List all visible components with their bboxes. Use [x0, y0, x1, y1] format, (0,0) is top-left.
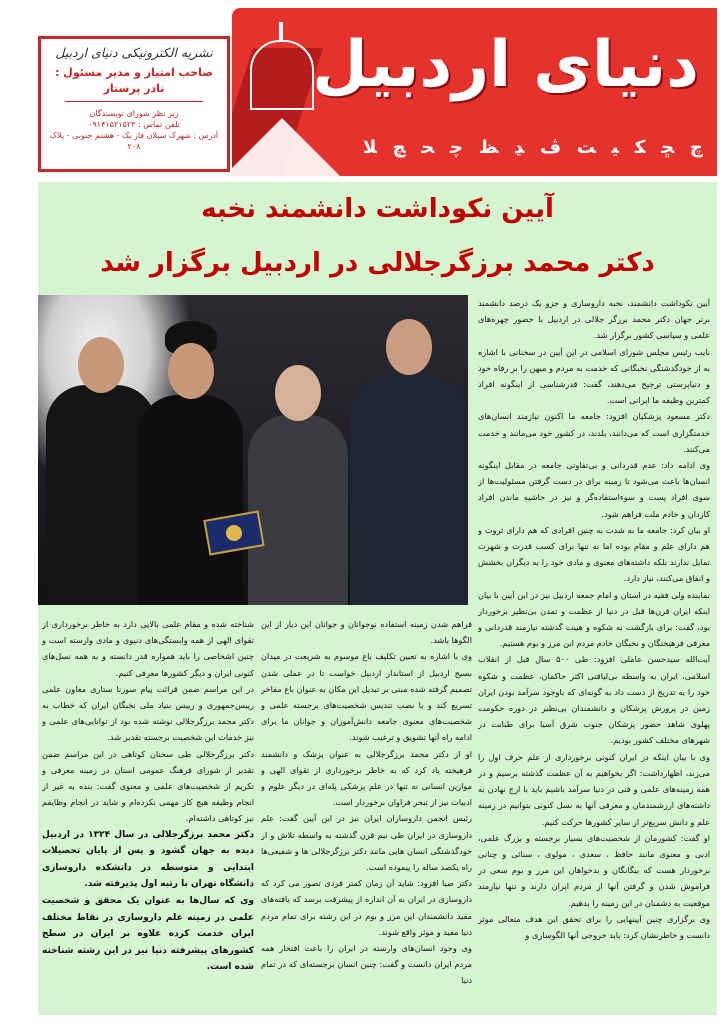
person-figure: [138, 395, 243, 605]
owner-label: صاحب امتیاز و مدیر مسئول :: [55, 66, 213, 79]
owner-name: نادر پرستار: [103, 82, 165, 95]
paragraph: نماینده ولی فقیه در استان و امام جمعه اردبیل نیز در این آیین با بیان اینکه ایران قرن‌ها قبل در دنیا از عظمت و تمدن بی‌نظیر برخوردار بود، گفت: برای بازگشت به شکوه و هیبت گذشته نیازمند قدردانی و معرفی فرهیختگان و نخبگان خادم مردم این مرز و بوم هستیم.: [478, 589, 710, 649]
paragraph: وی با اشاره به تعیین تکلیف باغ موسوم به شریعت در میدان بسیج اردبیل از استاندار اردبیل خواست تا در عملی شدن تصمیم گرفته شده مبنی بر تبدیل این مکان به عنوان باغ مفاخر تسریع کند و با نصب تندیس شخصیت‌های برجسته علمی و شخصیت‌های معنوی جامعه دانش‌آموزان و جوانان ما برای ادامه راه آنها تشویق و ترغیب شوند.: [261, 651, 472, 743]
paragraph: دکتر ضیا افزود: شاید آن زمان کمتر فردی تصور می کرد که داروسازی در ایران به آن اندازه از پیشرفت برسد که یافته‌های مفید دانشمندان این مرز و بوم در این رشته برای تمام مردم دنیا مفید و موثر واقع شوند.: [261, 878, 472, 937]
council-note: زیر نظر شورای نویسندگان: [89, 109, 179, 118]
glyph: ﯿ: [611, 136, 620, 158]
person-figure: [350, 375, 468, 605]
glyph: ﻼ: [363, 136, 377, 158]
glyph: ﭻ: [392, 136, 406, 158]
paragraph: فراهم شدن زمینه استفاده نوجوانان و جوانان این دیار از این الگوها باشد.: [261, 619, 472, 646]
person-figure: [248, 415, 348, 605]
contact-phone: تلفن تماس : ۰۹۱۴۱۵۲۱۵۲۳: [88, 120, 180, 129]
article-column-right: [478, 295, 710, 1010]
decorative-glyph-strip: [363, 134, 703, 160]
glyph: ﻆ: [478, 136, 499, 158]
bio-paragraph: دکتر محمد برزگرجلالی در سال ۱۳۲۴ در اردبیل دیده به جهان گشود و پس از پایان تحصیلات ابتدایی و متوسطه در دانشکده داروسازی دانشگاه تهران با رتبه اول پذیرفته شد.: [42, 829, 254, 890]
glyph: ﺖ: [576, 136, 596, 158]
glyph: ﮁ: [661, 136, 675, 158]
publisher-info-box: [38, 36, 230, 172]
paragraph: وی با بیان اینکه در ایران کنونی برخورداری از علم حرف اول را می‌زند، اظهارداشت: اگر بخواهیم به آن عظمت گذشته برسیم و در همه زمینه‌های علمی و فنی در دنیا سرآمد باشیم باید با ارج نهادن به داشته‌های ارزشمندمان و معرفی آنها به نسل کنونی بتوانیم در زمینه علم و دانش سریع‌تر از سایر کشورها حرکت کنیم.: [478, 751, 710, 827]
glyph: ﻜ: [634, 136, 646, 158]
publication-subtitle: نشریه الکترونیکی دنیای اردبیل: [55, 45, 213, 60]
paragraph: شناخته شده و مقام علمی بالایی دارد به خاطر برخورداری از تقوای الهی از همه وابستگی‌های دنیوی و مادی وارسته است و چنین اشخاصی را باید همواره قدر دانسته و به همه نسل‌های کنونی ایران و دیگر کشورها معرفی کنیم.: [42, 619, 254, 678]
paragraph: دکتر برزگرجلالی طی سخنان کوتاهی در این مراسم ضمن تقدیر از شورای فرهنگ عمومی استان در زمینه معرفی و تکریم از شخصیت‌های علمی و معنوی گفت: بنده به غیر از انجام وظیفه هیچ کار مهمی نکرده‌ام و شاید در انجام وظایفم نیز کوتاهی داشته‌ام.: [42, 748, 254, 824]
paragraph: نایب رئیس مجلس شورای اسلامی در این آیین در سخنانی با اشاره به از خودگذشتگی نخبگانی که خدمت به مردم و میهن را بر رفاه خود و دنیاپرستی ترجیح می‌دهند، گفت: قدرشناسی از اینگونه افراد کمترین وظیفه ما ایرانی است.: [478, 346, 710, 406]
article-panel: [38, 182, 717, 1015]
divider: [65, 101, 203, 102]
bio-paragraph: وی که سال‌ها به عنوان یک محقق و شخصیت علمی در زمینه علم داروسازی در نقاط مختلف ایران خدمت کرده علاوه بر ایران در سطح کشورهای پیشرفته دنیا نیز در این رشته شناخته شده است.: [42, 896, 254, 973]
postal-address: آدرس : شهرک سبلان فاز یک - هشتم جنوبی - پلاک ۲۰۸: [49, 131, 219, 151]
mosque-icon: [250, 40, 314, 110]
mountain-icon: [232, 118, 342, 176]
headline-line-1: آیین نکوداشت دانشمند نخبه: [201, 194, 554, 224]
glyph: ﭪ: [540, 136, 562, 158]
masthead-banner: [232, 8, 717, 176]
publication-title: دنیای اردبیل: [312, 28, 699, 102]
paragraph: وی ادامه داد: عدم قدردانی و بی‌تفاوتی جامعه در مقابل اینگونه انسان‌ها باعث می‌شود تا زمینه برای در دست گرفتن مسئولیت‌ها از سوی افراد پست و سوءاستفاده‌گر و نیز در حاشیه ماندن افراد کاردان و خادم ملت فراهم شود.: [478, 460, 710, 519]
paragraph: آیین نکوداشت دانشمند، نخبه داروسازی و جزو یک درصد دانشمند برتر جهان دکتر محمد برزگر جلالی در اردبیل با حضور چهره‌های علمی و سیاسی کشور برگزار شد.: [478, 298, 710, 341]
paragraph: آیت‌الله سیدحسن عاملی افزود: طی ۵۰۰ سال قبل از انقلاب اسلامی، ایران به واسطه بی‌لیاقتی اکثر حاکمان، عظمت و شکوه خود را به تدریج از دست داد به گونه‌ای که باوجود سرآمد بودن ایران زمین در پرورش پزشکان و دانشمندان بی‌نظیر در دوره حکومت پهلوی شاهد حضور پزشکان جنوب شرق آسیا برای طبابت در شهرهای مختلف کشور بودیم.: [478, 654, 710, 746]
paragraph: در این مراسم ضمن قرائت پیام سورنا ستاری معاون علمی رییس‌جمهوری و رییس بنیاد ملی نخبگان ایران که خطاب به دکتر محمد برزگرجلالی نوشته شده بود از توانایی‌های علمی و نیز خدمات این شخصیت برجسته تقدیر شد.: [42, 683, 254, 743]
paragraph: او از دکتر محمد برزگرجلالی به عنوان پزشک و دانشمند فرهیخته یاد کرد که به خاطر برخورداری از تقوای الهی و موازین انسانی نه تنها در علم پزشکی پله‌ای در دیگر علوم و ادبیات نیز از تبحر فراوان برخوردار است.: [261, 748, 472, 808]
paragraph: رئیس انجمن داروسازان ایران نیز در این آیین گفت: علم داروسازی در ایران طی نیم قرن گذشته به واسطه تلاش و از خودگذشتگی انسان هایی مانند دکتر برزگرجلالی ها و شفیعی‌ها راه یکصد ساله را پیموده است.: [261, 813, 472, 873]
paragraph: او گفت: کشورمان از شخصیت‌های بسیار برجسته و بزرگ علمی، ادبی و معنوی مانند حافظ ، سعدی ، مولوی ، سنائی و چنانی برخوردار هست که بیگانگان و بدخواهان این مرز و بوم سعی در فراموش شدن و گرفتن آنها از مردم ایران دارند و تنها نیازمند موقعیت به دشمنان در این زمینه را بدهیم.: [478, 832, 710, 908]
glyph: ﭺ: [689, 136, 703, 158]
paragraph: وی برگزاری چنین آیینهایی را برای تحقق این هدف متعالی موثر دانست و خاطرنشان کرد: باید خروجی آنها الگوسازی و: [478, 913, 710, 940]
glyph: ﺤ: [421, 136, 435, 158]
glyph: ﭼ: [450, 136, 464, 158]
article-column-left: [42, 616, 254, 1009]
headline-line-2: دکتر محمد برزگرجلالی در اردبیل برگزار شد: [100, 248, 655, 278]
paragraph: وی وجود انسان‌های وارسته در ایران را باعث افتخار همه مردم ایران دانست و گفت: چنین انسان برجسته‌ای که در تمام دنیا: [261, 943, 472, 986]
article-column-middle: [261, 616, 472, 1009]
paragraph: او بیان کرد: جامعه ما به شدت به چنین افرادی که هم دارای ثروت و هم دارای علم و مقام بوده اما نه تنها برای کسب قدرت و شهرت تمایل ندارند بلکه داشته‌های معنوی و مادی خود را به دیگران بخشش و انفاق می‌کنند، نیاز دارد.: [478, 524, 710, 584]
glyph: ﮃ: [513, 136, 525, 158]
paragraph: دکتر مسعود پزشکیان افزود: جامعه ما اکنون نیازمند انسان‌های خدمتگزاری است که می‌دانند، بلدند، در کشور خود می‌مانند و خدمت می‌کنند.: [478, 411, 710, 454]
ceremony-photo: [38, 295, 468, 605]
